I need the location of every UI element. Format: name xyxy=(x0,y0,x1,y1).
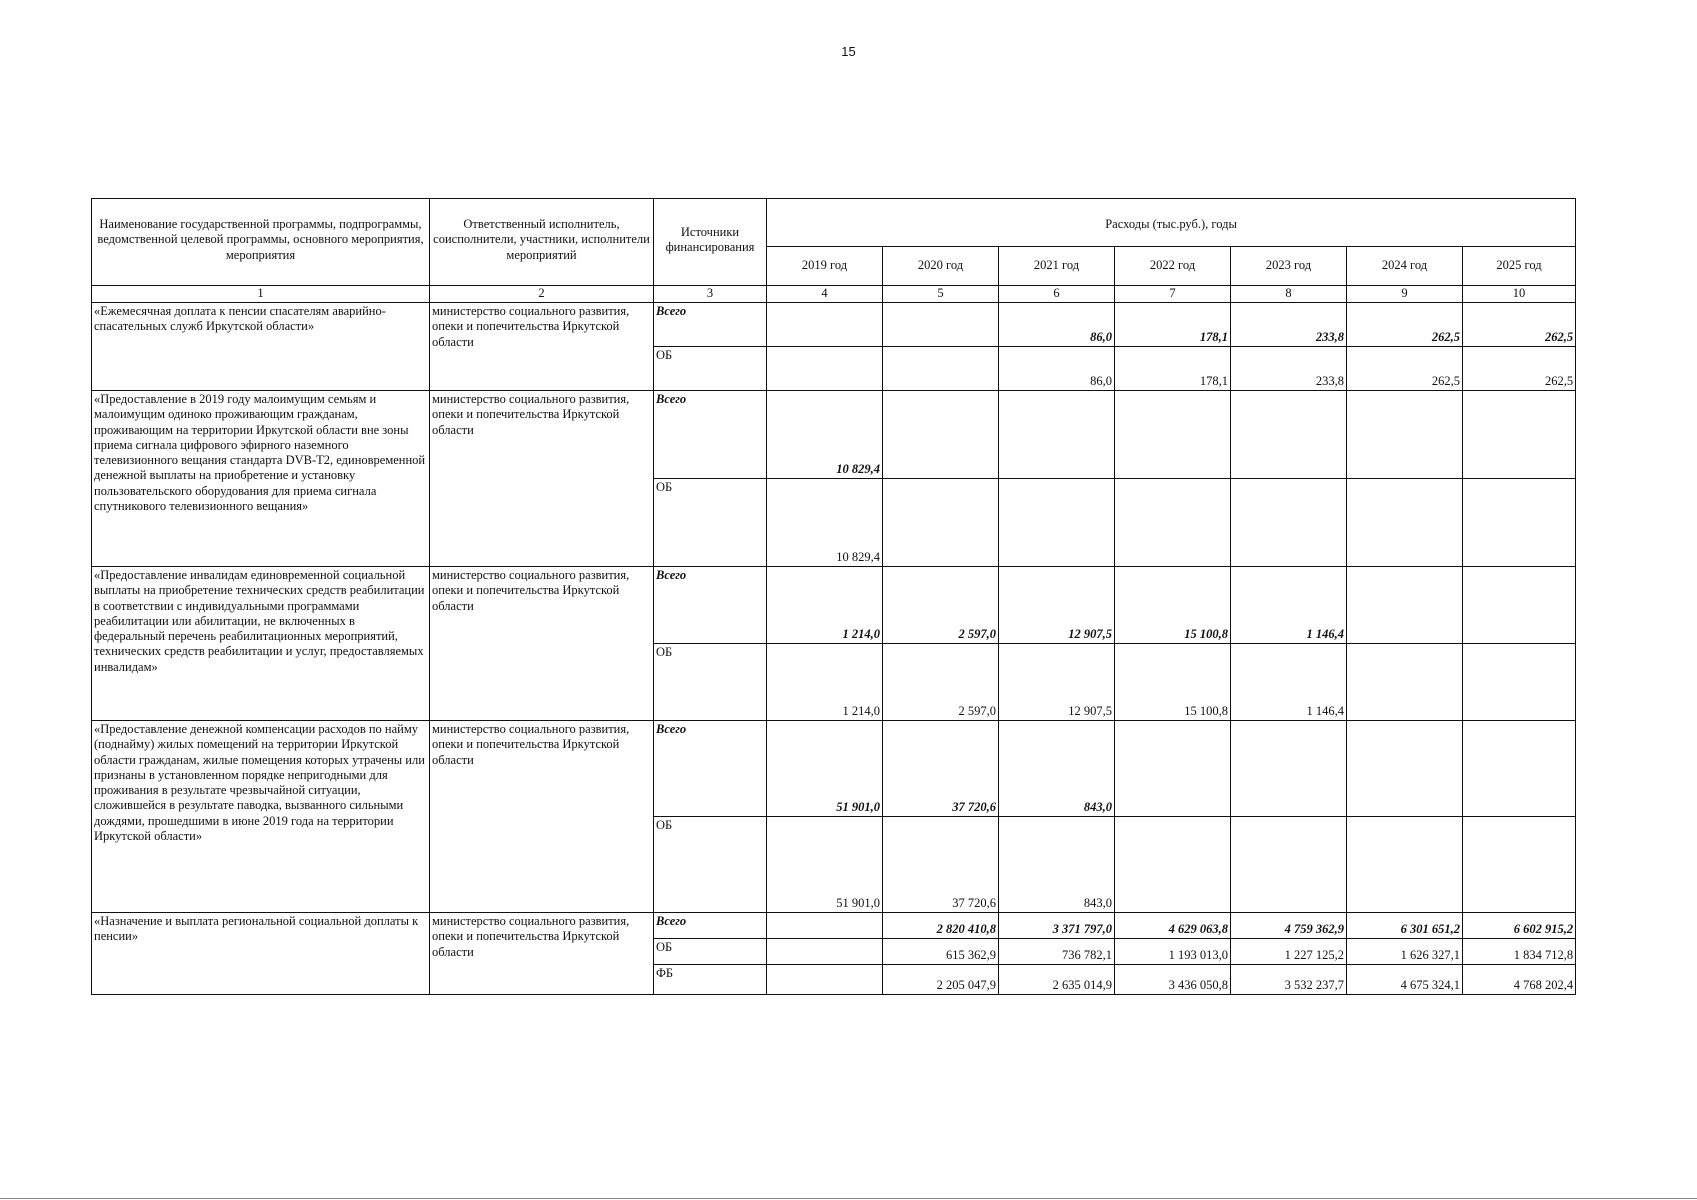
expense-value xyxy=(1115,721,1231,817)
header-year: 2020 год xyxy=(883,247,999,286)
table-row xyxy=(92,567,1576,644)
expense-value xyxy=(1115,817,1231,913)
scan-edge-line xyxy=(0,1198,1697,1199)
activity-name: «Ежемесячная доплата к пенсии спасателям аварийно-спасательных служб Иркутской области» xyxy=(92,303,430,391)
expense-value: 37 720,6 xyxy=(883,817,999,913)
funding-source: ОБ xyxy=(654,347,767,391)
expense-value: 2 597,0 xyxy=(883,644,999,721)
expense-value: 615 362,9 xyxy=(883,939,999,965)
expense-value xyxy=(1231,479,1347,567)
expense-value: 233,8 xyxy=(1231,347,1347,391)
table-row xyxy=(92,391,1576,479)
expense-value xyxy=(1347,644,1463,721)
column-number: 4 xyxy=(767,286,883,303)
expense-value xyxy=(1463,391,1576,479)
page-number: 15 xyxy=(841,44,856,59)
expense-value xyxy=(1463,567,1576,644)
header-year: 2025 год xyxy=(1463,247,1576,286)
expense-value xyxy=(1463,644,1576,721)
expense-value: 12 907,5 xyxy=(999,644,1115,721)
expense-value: 51 901,0 xyxy=(767,817,883,913)
expense-value: 1 834 712,8 xyxy=(1463,939,1576,965)
expense-value: 3 371 797,0 xyxy=(999,913,1115,939)
expense-value: 3 436 050,8 xyxy=(1115,965,1231,995)
expense-value: 1 227 125,2 xyxy=(1231,939,1347,965)
expense-value xyxy=(1463,817,1576,913)
expense-value: 2 205 047,9 xyxy=(883,965,999,995)
header-executor: Ответственный исполнитель, соисполнители, участники, исполнители мероприятий xyxy=(430,199,654,286)
activity-name: «Предоставление денежной компенсации расходов по найму (поднайму) жилых помещений на территории Иркутской области гражданам, жилые помещения которых утрачены или признаны в установленном порядке непригодными для проживания в результате чрезвычайной ситуации, сложившейся в результате паводка, вызванного сильными дождями, прошедшими в июне 2019 года на территории Иркутской области» xyxy=(92,721,430,913)
expense-value xyxy=(1347,391,1463,479)
executor: министерство социального развития, опеки и попечительства Иркутской области xyxy=(430,567,654,721)
funding-source: ОБ xyxy=(654,479,767,567)
expense-value: 262,5 xyxy=(1347,303,1463,347)
funding-source: Всего xyxy=(654,391,767,479)
expense-value xyxy=(1347,721,1463,817)
expense-value xyxy=(1115,391,1231,479)
expense-value: 4 768 202,4 xyxy=(1463,965,1576,995)
expense-value xyxy=(767,303,883,347)
expense-value: 15 100,8 xyxy=(1115,567,1231,644)
expense-value: 10 829,4 xyxy=(767,479,883,567)
expense-value: 4 675 324,1 xyxy=(1347,965,1463,995)
table-row xyxy=(92,303,1576,347)
header-sources: Источники финансирования xyxy=(654,199,767,286)
header-expenses: Расходы (тыс.руб.), годы xyxy=(767,199,1576,247)
column-number: 1 xyxy=(92,286,430,303)
header-year: 2022 год xyxy=(1115,247,1231,286)
column-number: 7 xyxy=(1115,286,1231,303)
funding-source: ОБ xyxy=(654,644,767,721)
expense-value: 1 214,0 xyxy=(767,644,883,721)
header-year: 2021 год xyxy=(999,247,1115,286)
expense-value: 843,0 xyxy=(999,817,1115,913)
expense-value: 3 532 237,7 xyxy=(1231,965,1347,995)
expense-value xyxy=(767,939,883,965)
column-number: 10 xyxy=(1463,286,1576,303)
expense-value: 12 907,5 xyxy=(999,567,1115,644)
budget-table xyxy=(91,198,1576,995)
activity-name: «Назначение и выплата региональной социальной доплаты к пенсии» xyxy=(92,913,430,995)
expense-value: 15 100,8 xyxy=(1115,644,1231,721)
expense-value: 6 301 651,2 xyxy=(1347,913,1463,939)
expense-value: 178,1 xyxy=(1115,347,1231,391)
column-number: 3 xyxy=(654,286,767,303)
expense-value: 2 635 014,9 xyxy=(999,965,1115,995)
expense-value xyxy=(1231,391,1347,479)
funding-source: Всего xyxy=(654,567,767,644)
expense-value: 178,1 xyxy=(1115,303,1231,347)
column-number: 5 xyxy=(883,286,999,303)
expense-value: 1 214,0 xyxy=(767,567,883,644)
expense-value: 262,5 xyxy=(1463,347,1576,391)
expense-value xyxy=(1463,479,1576,567)
expense-value xyxy=(883,347,999,391)
expense-value xyxy=(1231,721,1347,817)
expense-value xyxy=(767,913,883,939)
expense-value xyxy=(883,303,999,347)
expense-value xyxy=(767,965,883,995)
expense-value: 4 629 063,8 xyxy=(1115,913,1231,939)
column-number: 9 xyxy=(1347,286,1463,303)
expense-value: 233,8 xyxy=(1231,303,1347,347)
header-year: 2019 год xyxy=(767,247,883,286)
expense-value: 37 720,6 xyxy=(883,721,999,817)
expense-value xyxy=(1463,721,1576,817)
table-row xyxy=(92,913,1576,939)
expense-value xyxy=(883,391,999,479)
expense-value xyxy=(999,391,1115,479)
expense-value xyxy=(1347,817,1463,913)
expense-value: 2 820 410,8 xyxy=(883,913,999,939)
funding-source: Всего xyxy=(654,303,767,347)
header-year: 2024 год xyxy=(1347,247,1463,286)
expense-value: 843,0 xyxy=(999,721,1115,817)
funding-source: Всего xyxy=(654,913,767,939)
expense-value: 51 901,0 xyxy=(767,721,883,817)
expense-value: 736 782,1 xyxy=(999,939,1115,965)
table-row xyxy=(92,721,1576,817)
expense-value: 1 146,4 xyxy=(1231,567,1347,644)
executor: министерство социального развития, опеки и попечительства Иркутской области xyxy=(430,303,654,391)
expense-value: 1 626 327,1 xyxy=(1347,939,1463,965)
expense-value xyxy=(883,479,999,567)
column-number: 6 xyxy=(999,286,1115,303)
expense-value xyxy=(1347,567,1463,644)
funding-source: Всего xyxy=(654,721,767,817)
executor: министерство социального развития, опеки и попечительства Иркутской области xyxy=(430,913,654,995)
activity-name: «Предоставление в 2019 году малоимущим семьям и малоимущим одиноко проживающим гражданам, проживающим на территории Иркутской области вне зоны приема сигнала цифрового эфирного наземного телевизионного вещания стандарта DVB-T2, единовременной денежной выплаты на приобретение и установку пользовательского оборудования для приема сигнала спутникового телевизионного вещания» xyxy=(92,391,430,567)
funding-source: ОБ xyxy=(654,817,767,913)
expense-value: 86,0 xyxy=(999,347,1115,391)
expense-value: 86,0 xyxy=(999,303,1115,347)
header-year: 2023 год xyxy=(1231,247,1347,286)
expense-value: 4 759 362,9 xyxy=(1231,913,1347,939)
executor: министерство социального развития, опеки и попечительства Иркутской области xyxy=(430,391,654,567)
header-name: Наименование государственной программы, подпрограммы, ведомственной целевой программы, основного мероприятия, мероприятия xyxy=(92,199,430,286)
expense-value: 1 146,4 xyxy=(1231,644,1347,721)
funding-source: ФБ xyxy=(654,965,767,995)
activity-name: «Предоставление инвалидам единовременной социальной выплаты на приобретение технических средств реабилитации в соответствии с индивидуальными программами реабилитации или абилитации, не включенных в федеральный перечень реабилитационных мероприятий, технических средств реабилитации и услуг, предоставляемых инвалидам» xyxy=(92,567,430,721)
expense-value: 10 829,4 xyxy=(767,391,883,479)
expense-value: 2 597,0 xyxy=(883,567,999,644)
executor: министерство социального развития, опеки и попечительства Иркутской области xyxy=(430,721,654,913)
expense-value xyxy=(767,347,883,391)
column-number: 8 xyxy=(1231,286,1347,303)
expense-value: 262,5 xyxy=(1347,347,1463,391)
expense-value xyxy=(999,479,1115,567)
expense-value: 262,5 xyxy=(1463,303,1576,347)
expense-value xyxy=(1231,817,1347,913)
expense-value: 1 193 013,0 xyxy=(1115,939,1231,965)
expense-value xyxy=(1347,479,1463,567)
funding-source: ОБ xyxy=(654,939,767,965)
expense-value xyxy=(1115,479,1231,567)
expense-value: 6 602 915,2 xyxy=(1463,913,1576,939)
column-number: 2 xyxy=(430,286,654,303)
